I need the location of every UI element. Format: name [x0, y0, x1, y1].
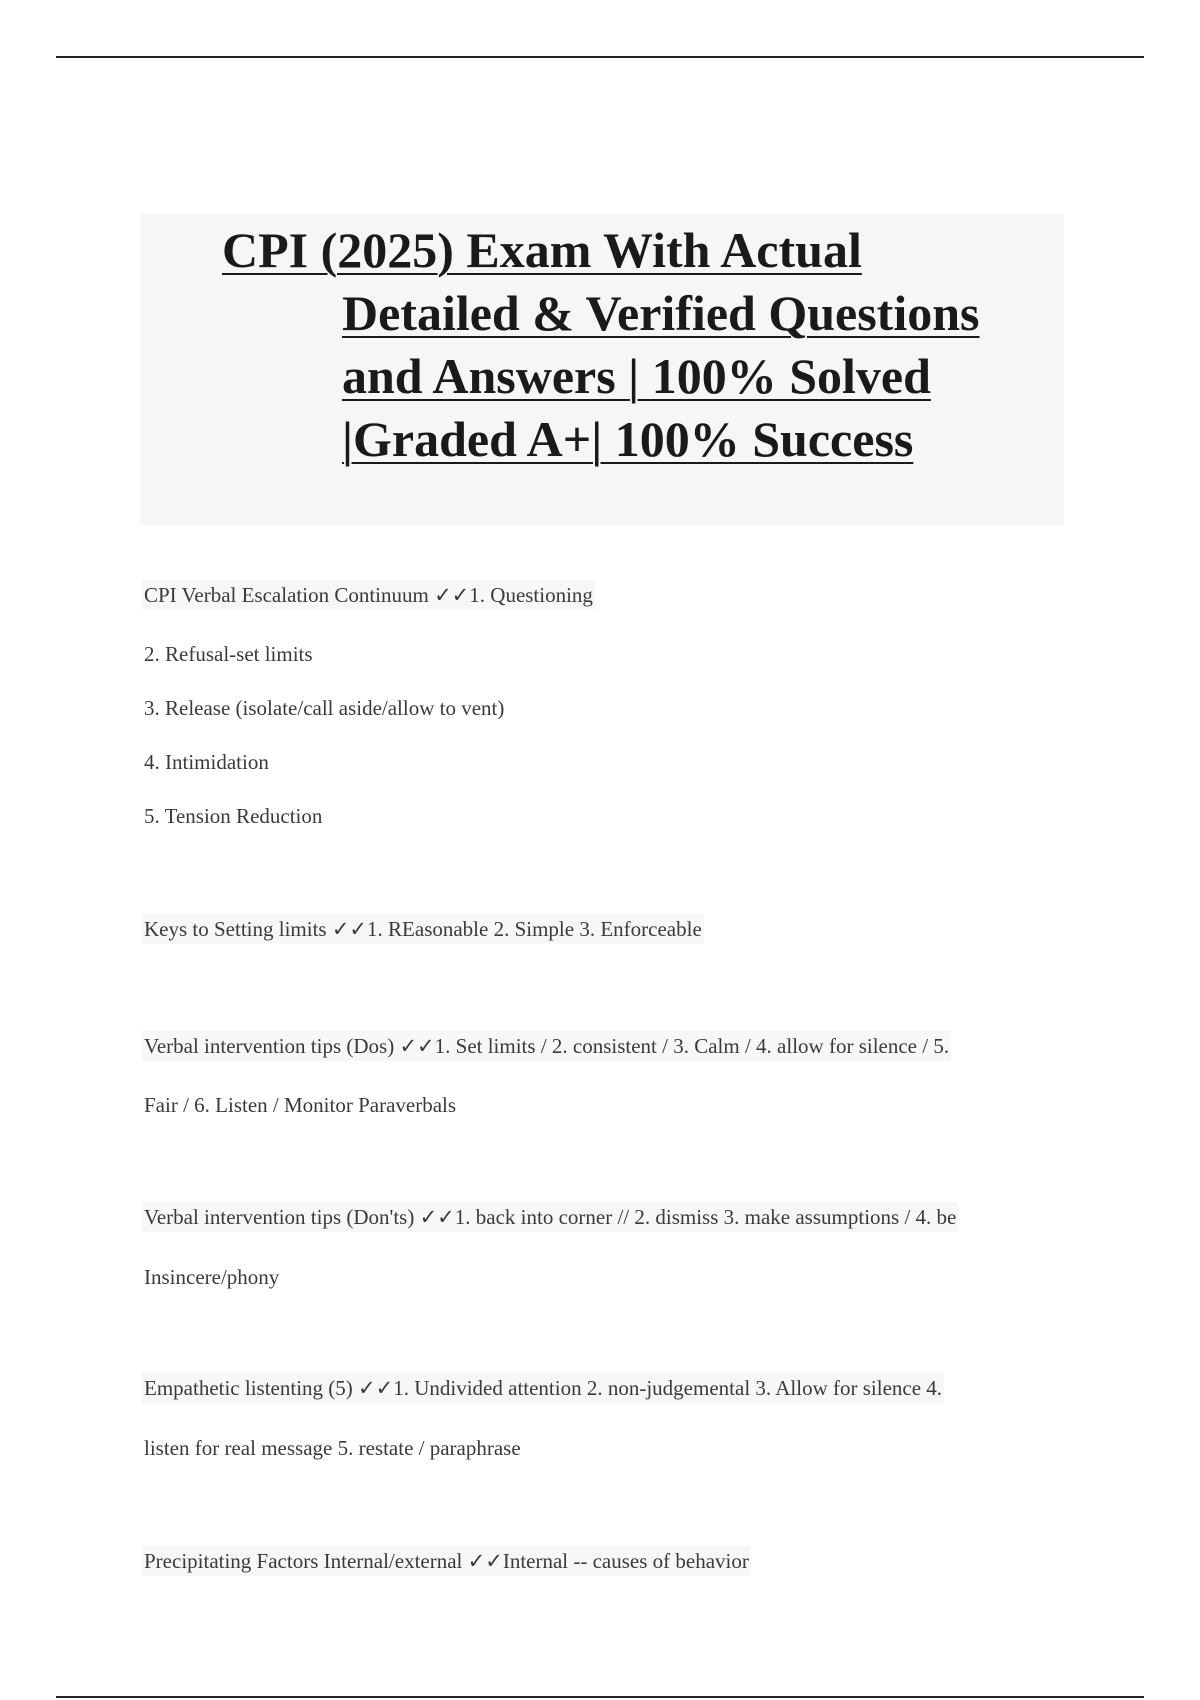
question-escalation-continuum: CPI Verbal Escalation Continuum ✓✓1. Questioning — [142, 580, 595, 610]
answer-line-refusal: 2. Refusal-set limits — [144, 642, 313, 666]
answer-verbal-donts-continued: Insincere/phony — [144, 1265, 280, 1289]
answer-line-intimidation: 4. Intimidation — [144, 750, 269, 774]
question-verbal-dos: Verbal intervention tips (Dos) ✓✓1. Set limits / 2. consistent / 3. Calm / 4. allow for silence / 5. — [142, 1031, 951, 1061]
answer-verbal-dos-continued: Fair / 6. Listen / Monitor Paraverbals — [144, 1093, 457, 1117]
question-empathetic-listening: Empathetic listenting (5) ✓✓1. Undivided attention 2. non-judgemental 3. Allow for silence 4. — [142, 1373, 944, 1403]
title-line-3: and Answers | 100% Solved — [342, 348, 931, 404]
title-line-4: |Graded A+| 100% Success — [342, 411, 914, 467]
title-line-1: CPI (2025) Exam With Actual — [222, 222, 862, 278]
answer-empathetic-listening-continued: listen for real message 5. restate / paraphrase — [144, 1436, 521, 1460]
top-rule — [56, 56, 1144, 58]
question-setting-limits: Keys to Setting limits ✓✓1. REasonable 2. Simple 3. Enforceable — [142, 914, 704, 944]
bottom-rule — [56, 1696, 1144, 1698]
question-precipitating-factors: Precipitating Factors Internal/external ✓✓Internal -- causes of behavior — [142, 1546, 751, 1576]
answer-line-tension-reduction: 5. Tension Reduction — [144, 804, 323, 828]
question-verbal-donts: Verbal intervention tips (Don'ts) ✓✓1. back into corner // 2. dismiss 3. make assumptions / 4. be — [142, 1202, 958, 1232]
title-line-2: Detailed & Verified Questions — [342, 285, 980, 341]
answer-line-release: 3. Release (isolate/call aside/allow to vent) — [144, 696, 505, 720]
